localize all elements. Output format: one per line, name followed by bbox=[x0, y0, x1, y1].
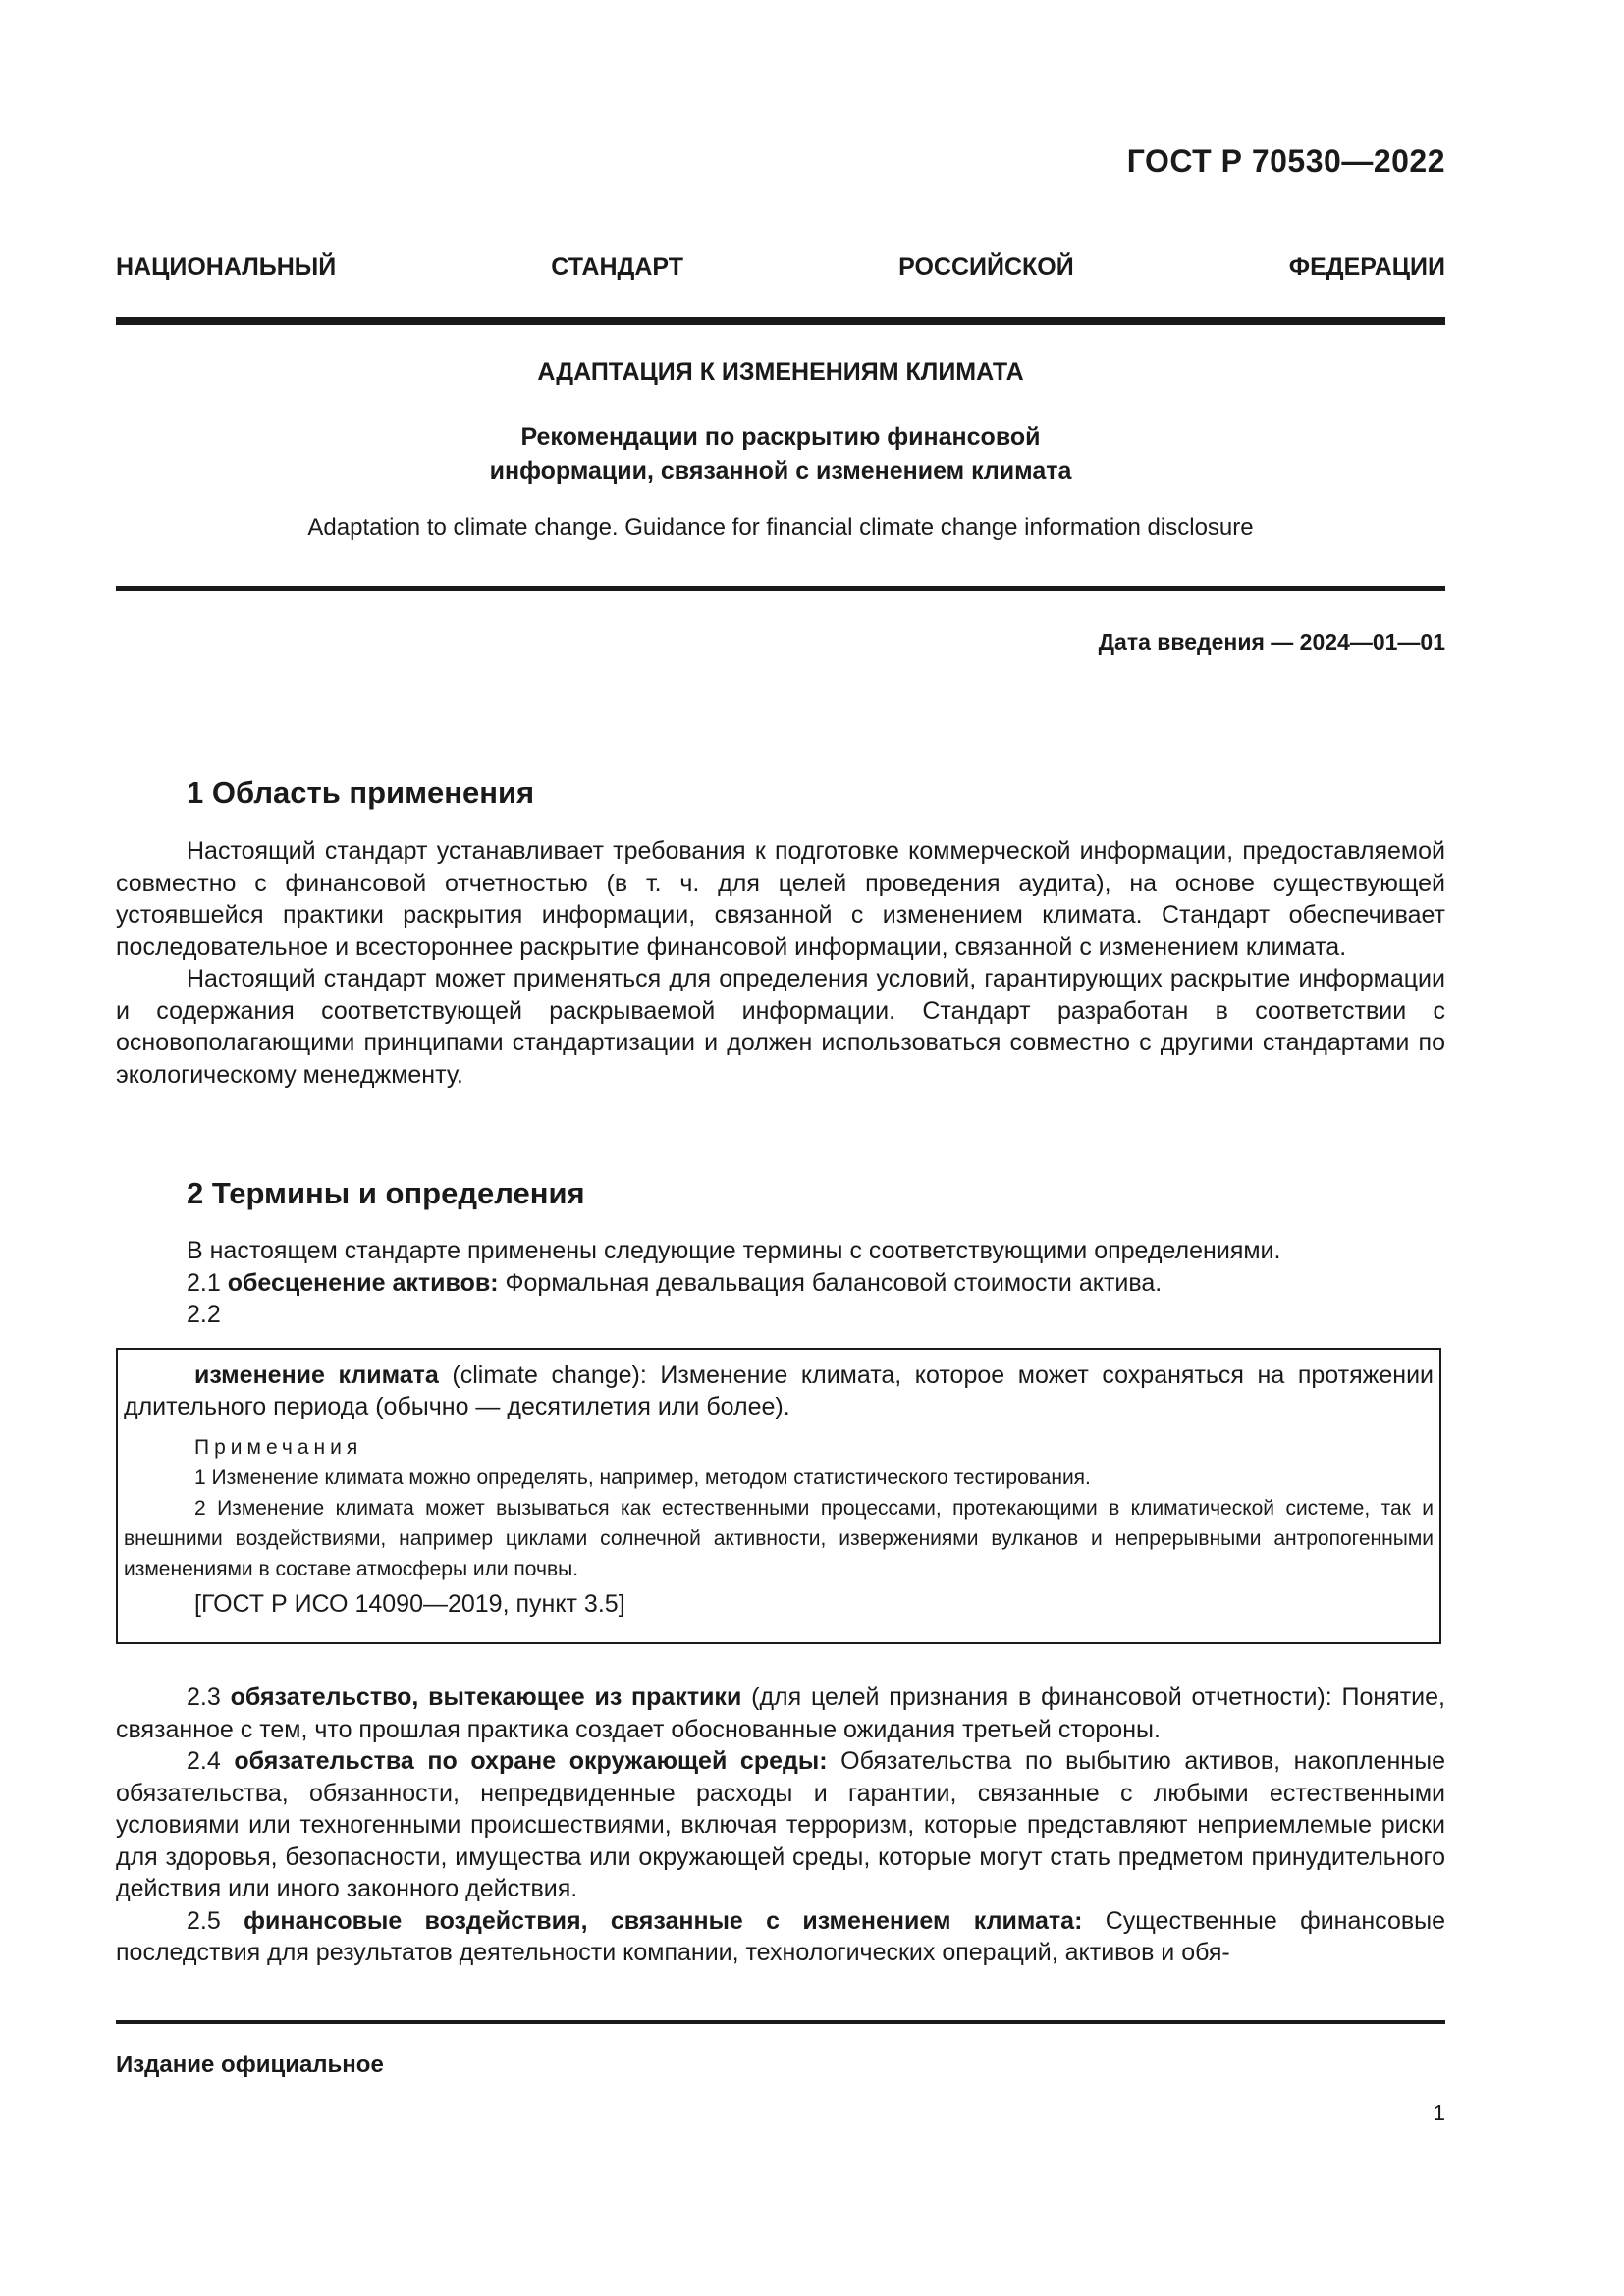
section-2-intro: В настоящем стандарте применены следующие термины с соответствующими определениями. bbox=[187, 1237, 1281, 1264]
subtitle-line-2: информации, связанной с изменением климата bbox=[489, 457, 1072, 485]
section-1-body bbox=[116, 835, 1445, 1091]
page-number: 1 bbox=[1433, 2100, 1445, 2125]
section-2-body bbox=[116, 1235, 1445, 1331]
term-2-2 bbox=[124, 1360, 1434, 1422]
note-2: 2 Изменение климата может вызываться как естественными процессами, протекающими в климатической системе, так и внешними воздействиями, например циклами солнечной активности, извержениями вулканов и непрерывными антропогенными изменениями в составе атмосферы или почвы. bbox=[124, 1497, 1434, 1580]
subtitle-line-1: Рекомендации по раскрытию финансовой bbox=[520, 423, 1041, 451]
term-2-2-notes bbox=[124, 1432, 1434, 1584]
term-2-2-box bbox=[116, 1348, 1441, 1644]
standard-type-heading: НАЦИОНАЛЬНЫЙ СТАНДАРТ РОССИЙСКОЙ ФЕДЕРАЦИИ bbox=[116, 253, 1445, 281]
term-2-2-name: изменение климата bbox=[194, 1362, 439, 1389]
document-subtitle bbox=[116, 420, 1445, 489]
introduction-date: Дата введения — 2024—01—01 bbox=[1098, 629, 1445, 655]
term-2-1-number: 2.1 bbox=[187, 1268, 221, 1297]
term-2-4-name: обязательства по охране окружающей среды: bbox=[234, 1747, 828, 1775]
term-2-1-definition: Формальная девальвация балансовой стоимости актива. bbox=[505, 1268, 1163, 1297]
term-2-1-name: обесценение активов: bbox=[227, 1268, 499, 1297]
term-2-3-name: обязательство, вытекающее из практики bbox=[230, 1683, 742, 1711]
term-2-5-name: финансовые воздействия, связанные с изменением климата: bbox=[244, 1906, 1083, 1935]
section-1-paragraph-2: Настоящий стандарт может применяться для определения условий, гарантирующих раскрытие информации и содержания соответствующей раскрываемой информации. Стандарт разработан в соответствии с основополагающими принципами стандартизации и должен использоваться совместно с другими стандартами по экологическому менеджменту. bbox=[116, 965, 1445, 1089]
term-2-4-number: 2.4 bbox=[187, 1747, 221, 1775]
standard-designation: ГОСТ Р 70530—2022 bbox=[1126, 143, 1445, 179]
section-2-body-continued bbox=[116, 1682, 1445, 1969]
document-title: АДАПТАЦИЯ К ИЗМЕНЕНИЯМ КЛИМАТА bbox=[537, 358, 1024, 386]
term-2-5 bbox=[116, 1905, 1445, 1969]
section-2-heading: 2 Термины и определения bbox=[187, 1176, 585, 1210]
term-2-2-definition: (climate change): Изменение климата, которое может сохраняться на протяжении длительного периода (обычно — десятилетия или более). bbox=[124, 1362, 1434, 1420]
term-2-3 bbox=[116, 1682, 1445, 1745]
note-1: 1 Изменение климата можно определять, например, методом статистического тестирования. bbox=[194, 1467, 1091, 1489]
term-2-1 bbox=[116, 1267, 1445, 1300]
section-1-paragraph-1: Настоящий стандарт устанавливает требования к подготовке коммерческой информации, предоставляемой совместно с финансовой отчетностью (в т. ч. для целей проведения аудита), на основе существующей устоявшейся практики раскрытия информации, связанной с изменением климата. Стандарт обеспечивает последовательное и всестороннее раскрытие финансовой информации, связанной с изменением климата. bbox=[116, 837, 1445, 961]
term-2-2-number: 2.2 bbox=[187, 1301, 221, 1328]
term-2-3-number: 2.3 bbox=[187, 1683, 221, 1711]
section-1-heading: 1 Область применения bbox=[187, 775, 535, 810]
notes-heading: Примечания bbox=[194, 1436, 363, 1459]
term-2-3-definition: (для целей признания в финансовой отчетности): Понятие, связанное с тем, что прошлая практика создает обоснованные ожидания третьей стороны. bbox=[116, 1683, 1445, 1743]
official-edition-label: Издание официальное bbox=[116, 2052, 384, 2078]
divider-footer bbox=[116, 2020, 1445, 2024]
term-2-5-number: 2.5 bbox=[187, 1906, 221, 1935]
term-2-2-source: [ГОСТ Р ИСО 14090—2019, пункт 3.5] bbox=[194, 1590, 625, 1618]
term-2-4 bbox=[116, 1745, 1445, 1905]
english-title: Adaptation to climate change. Guidance for financial climate change information disclosure bbox=[307, 514, 1254, 541]
term-2-5-definition: Существенные финансовые последствия для результатов деятельности компании, технологических операций, активов и обя- bbox=[116, 1906, 1446, 1966]
divider-top bbox=[116, 317, 1445, 325]
term-2-4-definition: Обязательства по выбытию активов, накопленные обязательства, обязанности, непредвиденные расходы и гарантии, связанные с любыми естественными условиями или техногенными происшествиями, включая терроризм, которые представляют неприемлемые риски для здоровья, безопасности, имущества или окружающей среды, которые могут стать предметом принудительного действия или иного законного действия. bbox=[116, 1747, 1445, 1902]
divider-title bbox=[116, 586, 1445, 591]
